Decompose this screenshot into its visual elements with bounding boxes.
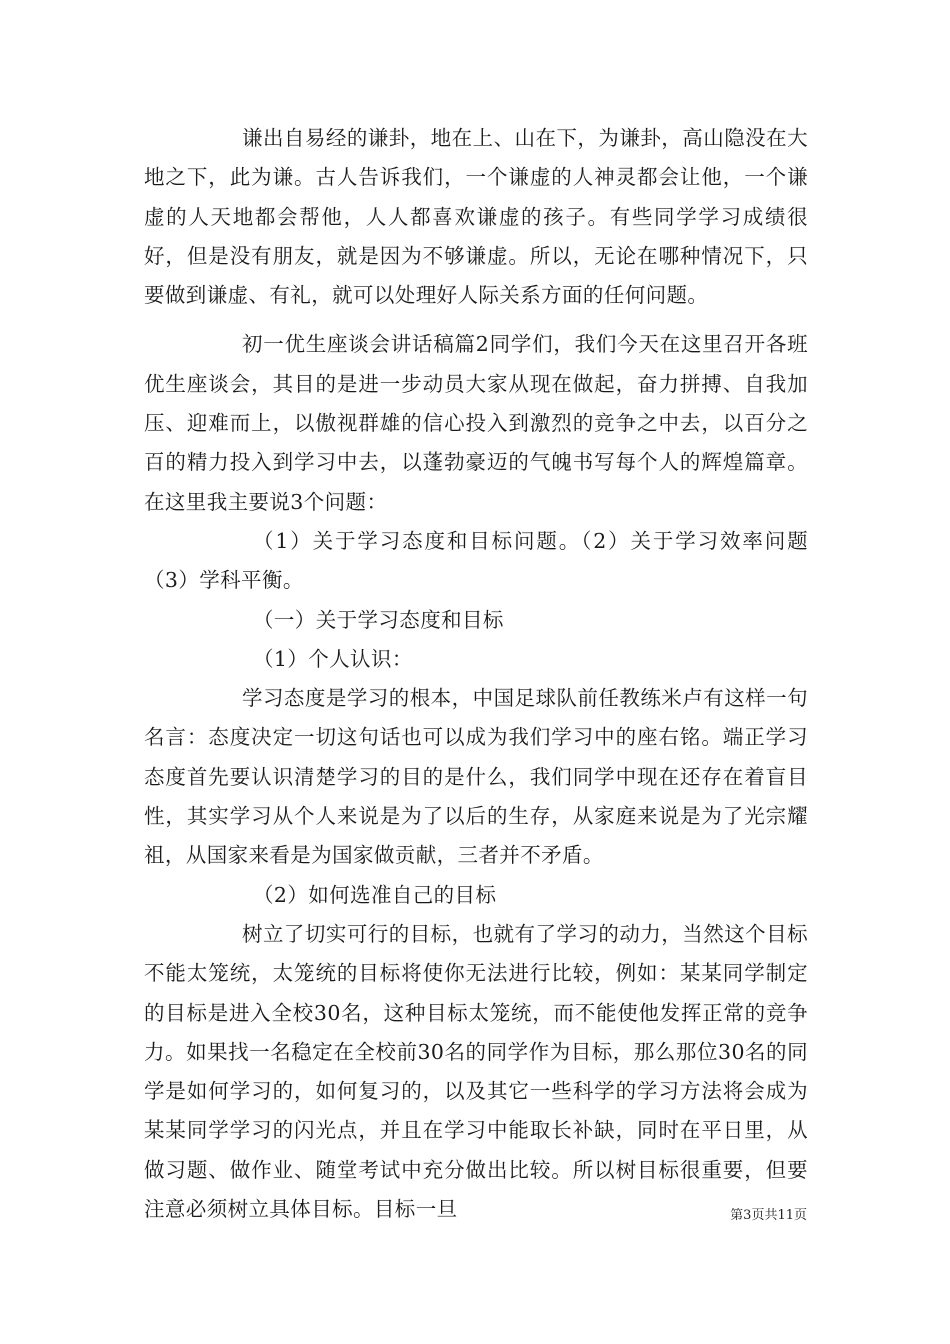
page-number-footer: 第3页共11页: [730, 1208, 807, 1223]
heading-personal-view: （1）个人认识：: [253, 646, 413, 671]
paragraph-learning-attitude: 学习态度是学习的根本，中国足球队前任教练米卢有这样一句名言：态度决定一切这句话也可以成为我们学习中的座右铭。端正学习态度首先要认识清楚学习的目的是什么，我们同学中现在还存在着盲目性，其实学习从个人来说是为了以后的生存，从家庭来说是为了光宗耀祖，从国家来看是为国家做贡献，三者并不矛盾。: [144, 686, 808, 868]
heading-choose-goal: （2）如何选准自己的目标: [253, 882, 497, 907]
heading-attitude-goals: （一）关于学习态度和目标: [253, 607, 504, 632]
paragraph-humility: 谦出自易经的谦卦，地在上、山在下，为谦卦，高山隐没在大地之下，此为谦。古人告诉我们，一个谦虚的人神灵都会让他，一个谦虚的人天地都会帮他，人人都喜欢谦虚的孩子。有些同学学习成绩很好，但是没有朋友，就是因为不够谦虚。所以，无论在哪种情况下，只要做到谦虚、有礼，就可以处理好人际关系方面的任何问题。: [144, 126, 808, 308]
paragraph-speech-intro: 初一优生座谈会讲话稿篇2同学们，我们今天在这里召开各班优生座谈会，其目的是进一步动员大家从现在做起，奋力拼搏、自我加压、迎难而上，以傲视群雄的信心投入到激烈的竞争之中去，以百分之百的精力投入到学习中去，以蓬勃豪迈的气魄书写每个人的辉煌篇章。在这里我主要说3个问题：: [144, 332, 808, 514]
paragraph-three-issues: （1）关于学习态度和目标问题。（2）关于学习效率问题（3）学科平衡。: [144, 528, 808, 593]
paragraph-setting-goals: 树立了切实可行的目标，也就有了学习的动力，当然这个目标不能太笼统，太笼统的目标将使你无法进行比较，例如：某某同学制定的目标是进入全校30名，这种目标太笼统，而不能使他发挥正常的竞争力。如果找一名稳定在全校前30名的同学作为目标，那么那位30名的同学是如何学习的，如何复习的，以及其它一些科学的学习方法将会成为某某同学学习的闪光点，并且在学习中能取长补缺，同时在平日里，从做习题、做作业、随堂考试中充分做出比较。所以树目标很重要，但要注意必须树立具体目标。目标一旦: [144, 921, 808, 1222]
document-body: [144, 119, 808, 1229]
